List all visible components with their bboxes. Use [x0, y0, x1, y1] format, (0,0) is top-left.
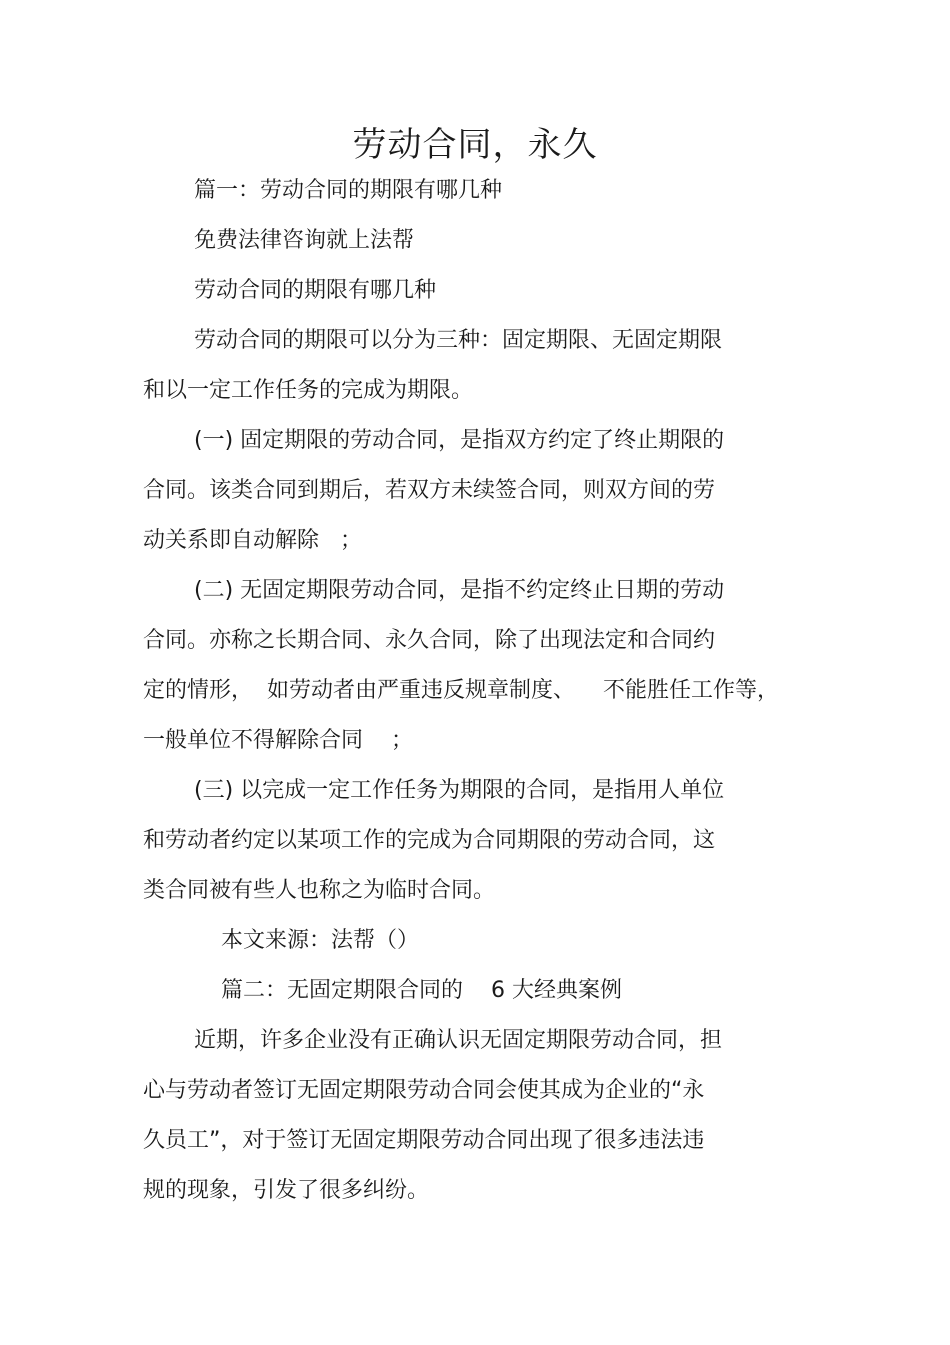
paragraph-line: 心与劳动者签订无固定期限劳动合同会使其成为企业的“永: [143, 1078, 705, 1103]
paragraph-line: 和劳动者约定以某项工作的完成为合同期限的劳动合同，这: [143, 828, 716, 853]
paragraph-line: (二) 无固定期限劳动合同，是指不约定终止日期的劳动: [194, 578, 725, 603]
section1-heading: 篇一：劳动合同的期限有哪几种: [194, 178, 503, 203]
paragraph-line: 劳动合同的期限可以分为三种：固定期限、无固定期限: [194, 328, 723, 353]
paragraph-line: 久员工”，对于签订无固定期限劳动合同出现了很多违法违: [143, 1128, 705, 1153]
paragraph-line: 近期，许多企业没有正确认识无固定期限劳动合同，担: [194, 1028, 723, 1053]
subheading: 劳动合同的期限有哪几种: [194, 278, 437, 303]
paragraph-line: 类合同被有些人也称之为临时合同。: [143, 878, 496, 903]
paragraph-line: 定的情形， 如劳动者由严重违反规章制度、 不能胜任工作等，: [143, 678, 779, 703]
paragraph-line: 动关系即自动解除 ；: [143, 528, 362, 553]
source-line: 本文来源：法帮（）: [221, 928, 420, 953]
paragraph-line: 和以一定工作任务的完成为期限。: [143, 378, 474, 403]
paragraph-line: 一般单位不得解除合同 ；: [143, 728, 413, 753]
section2-heading: 篇二：无固定期限合同的 6 大经典案例: [221, 978, 622, 1003]
promo-line: 免费法律咨询就上法帮: [194, 228, 415, 253]
paragraph-line: 合同。亦称之长期合同、永久合同，除了出现法定和合同约: [143, 628, 716, 653]
paragraph-line: 规的现象，引发了很多纠纷。: [143, 1178, 430, 1203]
paragraph-line: 合同。该类合同到期后，若双方未续签合同，则双方间的劳: [143, 478, 716, 503]
paragraph-line: (一) 固定期限的劳动合同，是指双方约定了终止期限的: [194, 428, 725, 453]
document-title: 劳动合同，永久: [352, 125, 598, 165]
paragraph-line: (三) 以完成一定工作任务为期限的合同，是指用人单位: [194, 778, 725, 803]
